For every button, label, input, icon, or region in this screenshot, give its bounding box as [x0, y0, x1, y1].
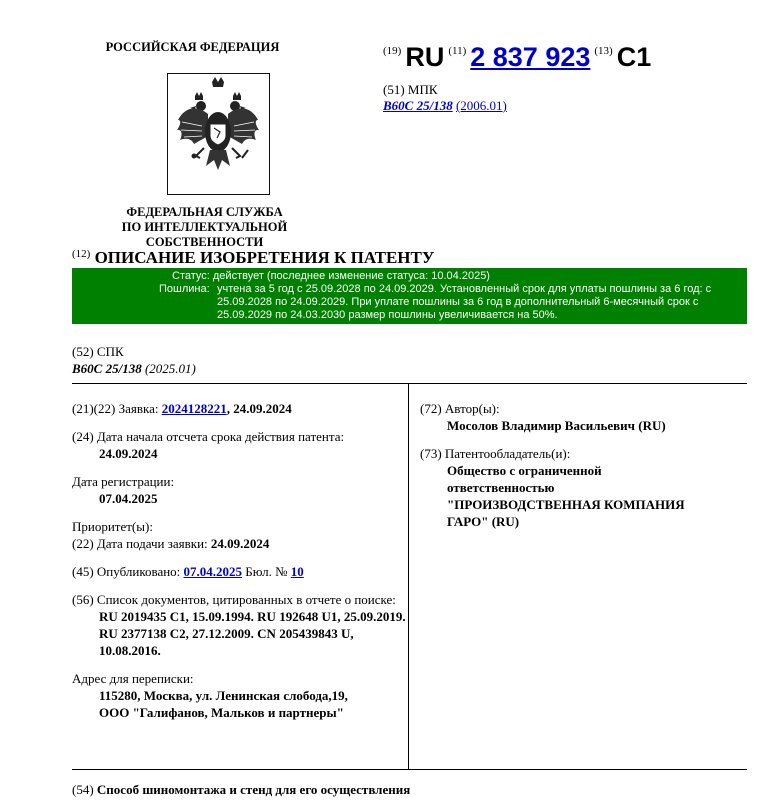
application-field: [72, 400, 407, 417]
bulletin-label: Бюл. №: [245, 564, 288, 579]
cpc-label: (52) СПК: [72, 344, 124, 359]
bibliographic-left: [72, 400, 407, 732]
patent-number-link[interactable]: 2 837 923: [470, 42, 591, 72]
term-label: (24) Дата начала отсчета срока действия патента:: [72, 429, 345, 444]
owner-field: [420, 445, 730, 530]
registration-label: Дата регистрации:: [72, 474, 175, 489]
term-field: [72, 428, 407, 462]
address-field: [72, 670, 407, 721]
code-54: (54): [72, 782, 94, 797]
author-field: [420, 400, 730, 434]
agency-line-2: ПО ИНТЕЛЛЕКТУАЛЬНОЙ СОБСТВЕННОСТИ: [121, 220, 288, 249]
address-line-1: 115280, Москва, ул. Ленинская слобода,19,: [99, 688, 348, 703]
column-divider: [408, 383, 409, 769]
code-11: (11): [448, 45, 467, 57]
ipc-value: [383, 98, 507, 114]
address-label: Адрес для переписки:: [72, 671, 194, 686]
cpc-class: B60C 25/138: [72, 361, 142, 376]
application-date: , 24.09.2024: [226, 401, 292, 416]
invention-title: [72, 782, 410, 798]
author-label: (72) Автор(ы):: [420, 401, 500, 416]
cited-text: RU 2019435 C1, 15.09.1994. RU 192648 U1, 25.09.2019. RU 2377138 C2, 27.12.2009. CN 205439843 U, 10.08.2016.: [99, 609, 406, 658]
status-line: Статус: действует (последнее изменение статуса: 10.04.2025): [172, 270, 490, 282]
bulletin-number-link[interactable]: 10: [290, 564, 304, 579]
ipc-edition: (2006.01): [455, 98, 507, 113]
author-name: Мосолов Владимир Васильевич (RU): [447, 418, 666, 433]
published-field: [72, 563, 407, 580]
cited-field: [72, 591, 407, 659]
country-code: RU: [405, 42, 445, 72]
emblem-frame: [167, 73, 270, 195]
owner-label: (73) Патентообладатель(и):: [420, 446, 571, 461]
country-name: РОССИЙСКАЯ ФЕДЕРАЦИЯ: [105, 40, 280, 54]
filing-date: 24.09.2024: [210, 536, 270, 551]
registration-field: [72, 473, 407, 507]
owner-line-1: Общество с ограниченной: [447, 463, 602, 478]
invention-name: Способ шиномонтажа и стенд для его осуществления: [96, 782, 411, 797]
registration-date: 07.04.2025: [99, 491, 158, 506]
address-line-2: ООО "Галифанов, Мальков и партнеры": [99, 705, 344, 720]
double-headed-eagle-icon: [168, 74, 268, 193]
code-13: (13): [594, 45, 613, 57]
filing-label: (22) Дата подачи заявки:: [72, 536, 208, 551]
ipc-class-link[interactable]: B60C 25/138: [383, 98, 453, 113]
term-date: 24.09.2024: [99, 446, 158, 461]
divider-top: [72, 383, 747, 384]
application-number-link[interactable]: 2024128221: [161, 401, 227, 416]
agency-name: [72, 205, 337, 250]
owner-line-2: ответственностью: [447, 480, 555, 495]
title-text: ОПИСАНИЕ ИЗОБРЕТЕНИЯ К ПАТЕНТУ: [94, 248, 435, 267]
divider-bottom: [72, 769, 747, 770]
kind-code: C1: [616, 42, 652, 72]
agency-line-1: ФЕДЕРАЛЬНАЯ СЛУЖБА: [126, 205, 283, 219]
priority-field: [72, 518, 407, 552]
owner-line-4: ГАРО" (RU): [447, 514, 520, 529]
published-label: (45) Опубликовано:: [72, 564, 181, 579]
application-label: (21)(22) Заявка:: [72, 401, 159, 416]
published-date-link[interactable]: 07.04.2025: [183, 564, 243, 579]
fee-text: учтена за 5 год с 25.09.2028 по 24.09.2029. Установленный срок для уплаты пошлины за 6 год: с 25.09.2028 по 24.09.2029. При уплате пошлины за 6 год в дополнительный 6-месячный срок с 25.09.2029 по 24.03.2030 размер пошлины увеличивается на 50%.: [217, 283, 712, 321]
owner-line-3: "ПРОИЗВОДСТВЕННАЯ КОМПАНИЯ: [447, 497, 685, 512]
cpc-block: [72, 343, 196, 377]
priority-label: Приоритет(ы):: [72, 519, 153, 534]
status-banner: [72, 268, 747, 324]
ipc-label: (51) МПК: [383, 82, 438, 97]
code-12: (12): [72, 248, 91, 260]
document-title: [72, 248, 434, 268]
publication-number-line: [383, 42, 651, 73]
code-19: (19): [383, 45, 402, 57]
bibliographic-right: [420, 400, 730, 541]
cited-label: (56) Список документов, цитированных в отчете о поиске:: [72, 592, 396, 607]
fee-label: Пошлина:: [159, 283, 210, 295]
cpc-edition: (2025.01): [144, 361, 196, 376]
